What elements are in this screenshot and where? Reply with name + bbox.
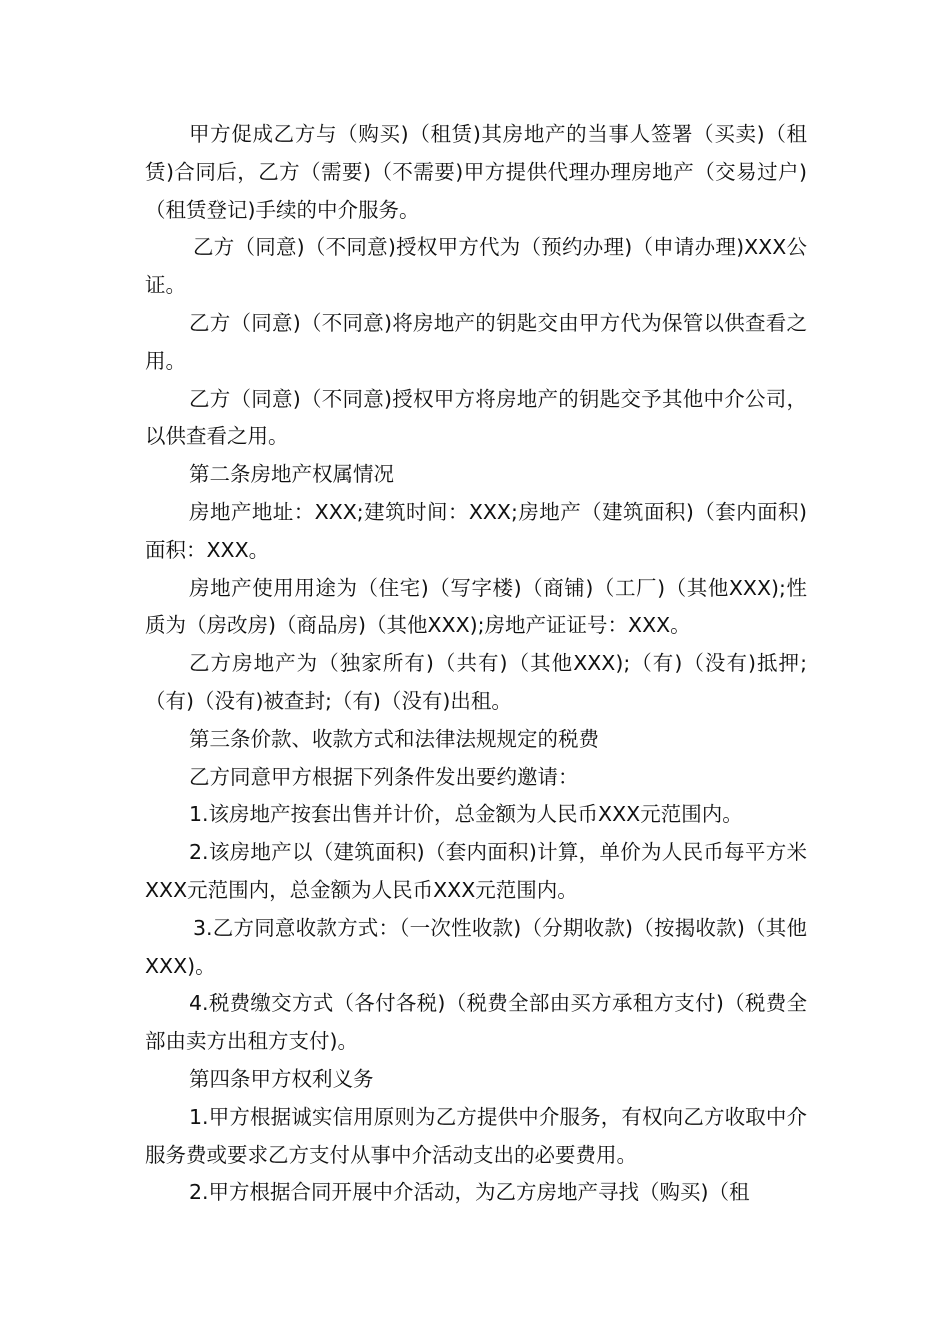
paragraph-property-usage: 房地产使用用途为（住宅)（写字楼)（商铺)（工厂)（其他XXX);性质为（房改房)（商品房)（其他XXX);房地产证证号：XXX。 [145, 575, 807, 638]
list-item-price-2: 2.该房地产以（建筑面积)（套内面积)计算，单价为人民币每平方米XXX元范围内，总金额为人民币XXX元范围内。 [145, 840, 807, 902]
paragraph-broker-service: 甲方促成乙方与（购买)（租赁)其房地产的当事人签署（买卖)（租赁)合同后，乙方（需要)（不需要)甲方提供代理办理房地产（交易过户)（租赁登记)手续的中介服务。 [145, 122, 807, 222]
list-item-payment-3: 3.乙方同意收款方式：（一次性收款)（分期收款)（按揭收款)（其他XXX)。 [145, 915, 807, 978]
paragraph-notarization: 乙方（同意)（不同意)授权甲方代为（预约办理)（申请办理)XXX公证。 [145, 235, 807, 298]
list-item-rights-1: 1.甲方根据诚实信用原则为乙方提供中介服务，有权向乙方收取中介服务费或要求乙方支付从事中介活动支出的必要费用。 [145, 1104, 807, 1167]
heading-article-4: 第四条甲方权利义务 [189, 1066, 374, 1091]
paragraph-key-custody: 乙方（同意)（不同意)将房地产的钥匙交由甲方代为保管以供查看之用。 [145, 310, 807, 373]
paragraph-offer-invitation: 乙方同意甲方根据下列条件发出要约邀请： [189, 764, 579, 789]
list-item-price-1: 1.该房地产按套出售并计价，总金额为人民币XXX元范围内。 [189, 802, 743, 827]
list-item-tax-4: 4.税费缴交方式（各付各税)（税费全部由买方承租方支付)（税费全部由卖方出租方支付)。 [145, 991, 807, 1054]
document-body [145, 116, 807, 1212]
paragraph-property-ownership: 乙方房地产为（独家所有)（共有)（其他XXX);（有)（没有)抵押;（有)（没有)被查封;（有)（没有)出租。 [145, 651, 807, 713]
heading-article-3: 第三条价款、收款方式和法律法规规定的税费 [189, 726, 599, 751]
list-item-rights-2: 2.甲方根据合同开展中介活动，为乙方房地产寻找（购买)（租 [189, 1180, 750, 1205]
paragraph-key-transfer: 乙方（同意)（不同意)授权甲方将房地产的钥匙交予其他中介公司，以供查看之用。 [145, 386, 807, 449]
paragraph-property-address: 房地产地址：XXX;建筑时间：XXX;房地产（建筑面积)（套内面积)面积：XXX。 [145, 499, 807, 562]
heading-article-2: 第二条房地产权属情况 [189, 462, 394, 487]
